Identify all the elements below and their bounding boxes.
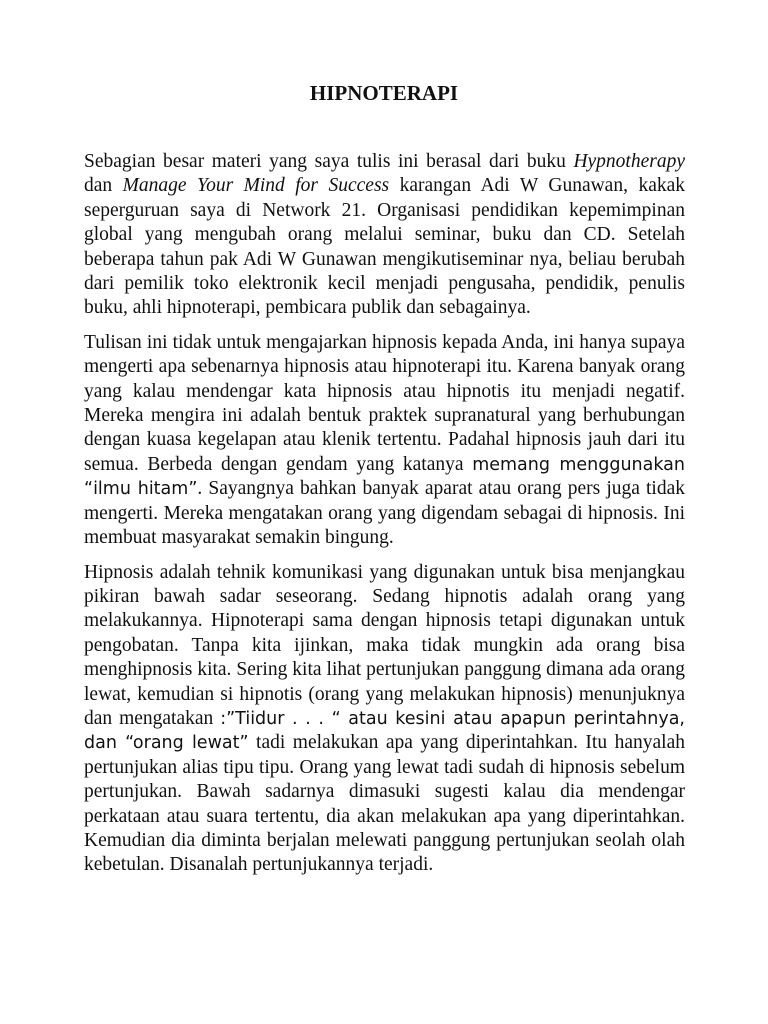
paragraph-3-quote: :”Tiidur . . . “ atau kesini atau apapun perintahnya, dan “orang lewat” [84, 708, 685, 754]
paragraph-3-text-b: tadi melakukan apa yang diperintahkan. Itu hanyalah pertunjukan alias tipu tipu. Orang yang lewat tadi sudah di hipnosis sebelum pertunjukan. Bawah sadarnya dimasuki sugesti kalau dia mendengar perkataan atau suara tertentu, dia akan melakukan apa yang diperintahkan. Kemudian dia diminta berjalan melewati panggung pertunjukan seolah olah kebetulan. Disanalah pertunjukannya terjadi. [84, 732, 685, 876]
paragraph-2-text-a: Tulisan ini tidak untuk mengajarkan hipnosis kepada Anda, ini hanya supaya mengerti apa sebenarnya hipnosis atau hipnoterapi itu. Karena banyak orang yang kalau mendengar kata hipnosis atau hipnotis itu menjadi negatif. Mereka mengira ini adalah bentuk praktek supranatural yang berhubungan dengan kuasa kegelapan atau klenik tertentu. Padahal hipnosis jauh dari itu semua. Berbeda dengan gendam yang katanya [84, 331, 685, 475]
book-title-hypnotherapy: Hypnotherapy [573, 151, 685, 172]
paragraph-2 [84, 331, 685, 551]
paragraph-1 [84, 150, 685, 321]
paragraph-1-text-a: Sebagian besar materi yang saya tulis ini berasal dari buku [84, 151, 574, 172]
paragraph-3-text-a: Hipnosis adalah tehnik komunikasi yang digunakan untuk bisa menjangkau pikiran bawah sadar seseorang. Sedang hipnotis adalah orang yang melakukannya. Hipnoterapi sama dengan hipnosis tetapi digunakan untuk pengobatan. Tanpa kita ijinkan, maka tidak mungkin ada orang bisa menghipnosis kita. Sering kita lihat pertunjukan panggung dimana ada orang lewat, kemudian si hipnotis (orang yang melakukan hipnosis) menunjuknya dan mengatakan [84, 561, 685, 729]
document-title: HIPNOTERAPI [309, 81, 459, 105]
paragraph-3 [84, 561, 685, 878]
paragraph-1-text-c: karangan Adi W Gunawan, kakak seperguruan saya di Network 21. Organisasi pendidikan kepemimpinan global yang mengubah orang melalui seminar, buku dan CD. Setelah beberapa tahun pak Adi W Gunawan mengikutiseminar nya, beliau berubah dari pemilik toko elektronik kecil menjadi pengusaha, pendidik, penulis buku, ahli hipnoterapi, pembicara publik dan sebagainya. [84, 175, 686, 319]
paragraph-2-quote: memang menggunakan “ilmu hitam” [84, 454, 685, 500]
paragraph-2-text-b: . Sayangnya bahkan banyak aparat atau orang pers juga tidak mengerti. Mereka mengatakan orang yang digendam sebagai di hipnosis. Ini membuat masyarakat semakin bingung. [84, 478, 685, 549]
paragraph-1-text-b: dan [84, 175, 123, 197]
book-title-manage-your-mind: Manage Your Mind for Success [122, 175, 390, 197]
document-body [84, 150, 685, 888]
